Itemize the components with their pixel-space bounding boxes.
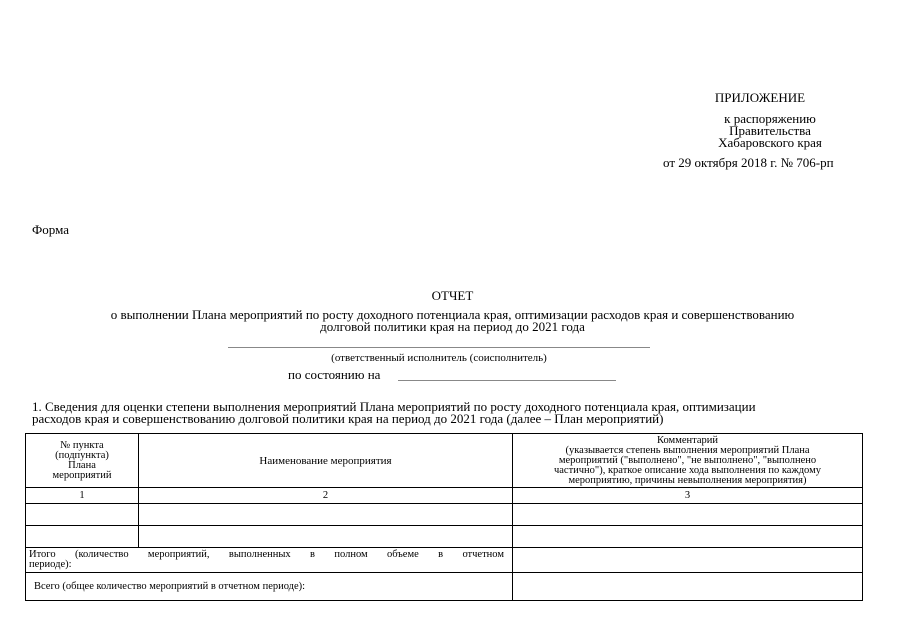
appendix-line-1: к распоряжению — [724, 111, 816, 126]
header-comment: Комментарий (указывается степень выполнения мероприятий Плана мероприятий ("выполнено", "не выполнено", "выполнено частично"), краткое описание хода выполнения по каждому мероприятию, причины невыполнения мероприятия) — [513, 434, 863, 488]
column-number-3: 3 — [513, 488, 863, 504]
header-activity-name: Наименование мероприятия — [139, 434, 513, 488]
table-cell[interactable] — [26, 504, 139, 526]
as-of-label: по состоянию на — [288, 367, 381, 382]
column-number-1: 1 — [26, 488, 139, 504]
executor-blank-line — [228, 347, 650, 348]
header-item-number: № пункта (подпункта) Плана мероприятий — [26, 434, 139, 488]
table-cell[interactable] — [139, 526, 513, 548]
appendix-line-3: Хабаровского края — [718, 135, 822, 150]
table-number-row — [26, 488, 863, 504]
total-done-row — [26, 548, 863, 573]
table-cell[interactable] — [513, 526, 863, 548]
total-all-value[interactable] — [513, 573, 863, 601]
report-title: ОТЧЕТ — [431, 288, 474, 303]
executor-caption: (ответственный исполнитель (соисполнитель) — [331, 352, 547, 364]
table-cell[interactable] — [513, 504, 863, 526]
section-1-line-1: 1. Сведения для оценки степени выполнения мероприятий Плана мероприятий по росту доходного потенциала края, оптимизации — [32, 399, 756, 414]
total-done-label: Итого (количество мероприятий, выполненных в полном объеме в отчетном периоде): — [26, 548, 513, 573]
form-label: Форма — [32, 222, 69, 237]
appendix-date: от 29 октября 2018 г. № 706-рп — [663, 155, 834, 170]
table-cell[interactable] — [26, 526, 139, 548]
table-row — [26, 504, 863, 526]
table-cell[interactable] — [139, 504, 513, 526]
total-done-value[interactable] — [513, 548, 863, 573]
column-number-2: 2 — [139, 488, 513, 504]
total-all-row — [26, 573, 863, 601]
report-subtitle-line-2: долговой политики края на период до 2021 года — [320, 319, 585, 334]
table-row — [26, 526, 863, 548]
report-table — [25, 433, 863, 601]
appendix-line-2: Правительства — [729, 123, 811, 138]
table-header-row — [26, 434, 863, 488]
section-1-line-2: расходов края и совершенствованию долговой политики края на период до 2021 года (далее – План мероприятий) — [32, 411, 664, 426]
as-of-blank-line — [398, 380, 616, 381]
total-all-label: Всего (общее количество мероприятий в отчетном периоде): — [26, 573, 513, 601]
appendix-title: ПРИЛОЖЕНИЕ — [714, 90, 806, 105]
report-subtitle-line-1: о выполнении Плана мероприятий по росту доходного потенциала края, оптимизации расходов края и совершенствованию — [110, 307, 795, 322]
